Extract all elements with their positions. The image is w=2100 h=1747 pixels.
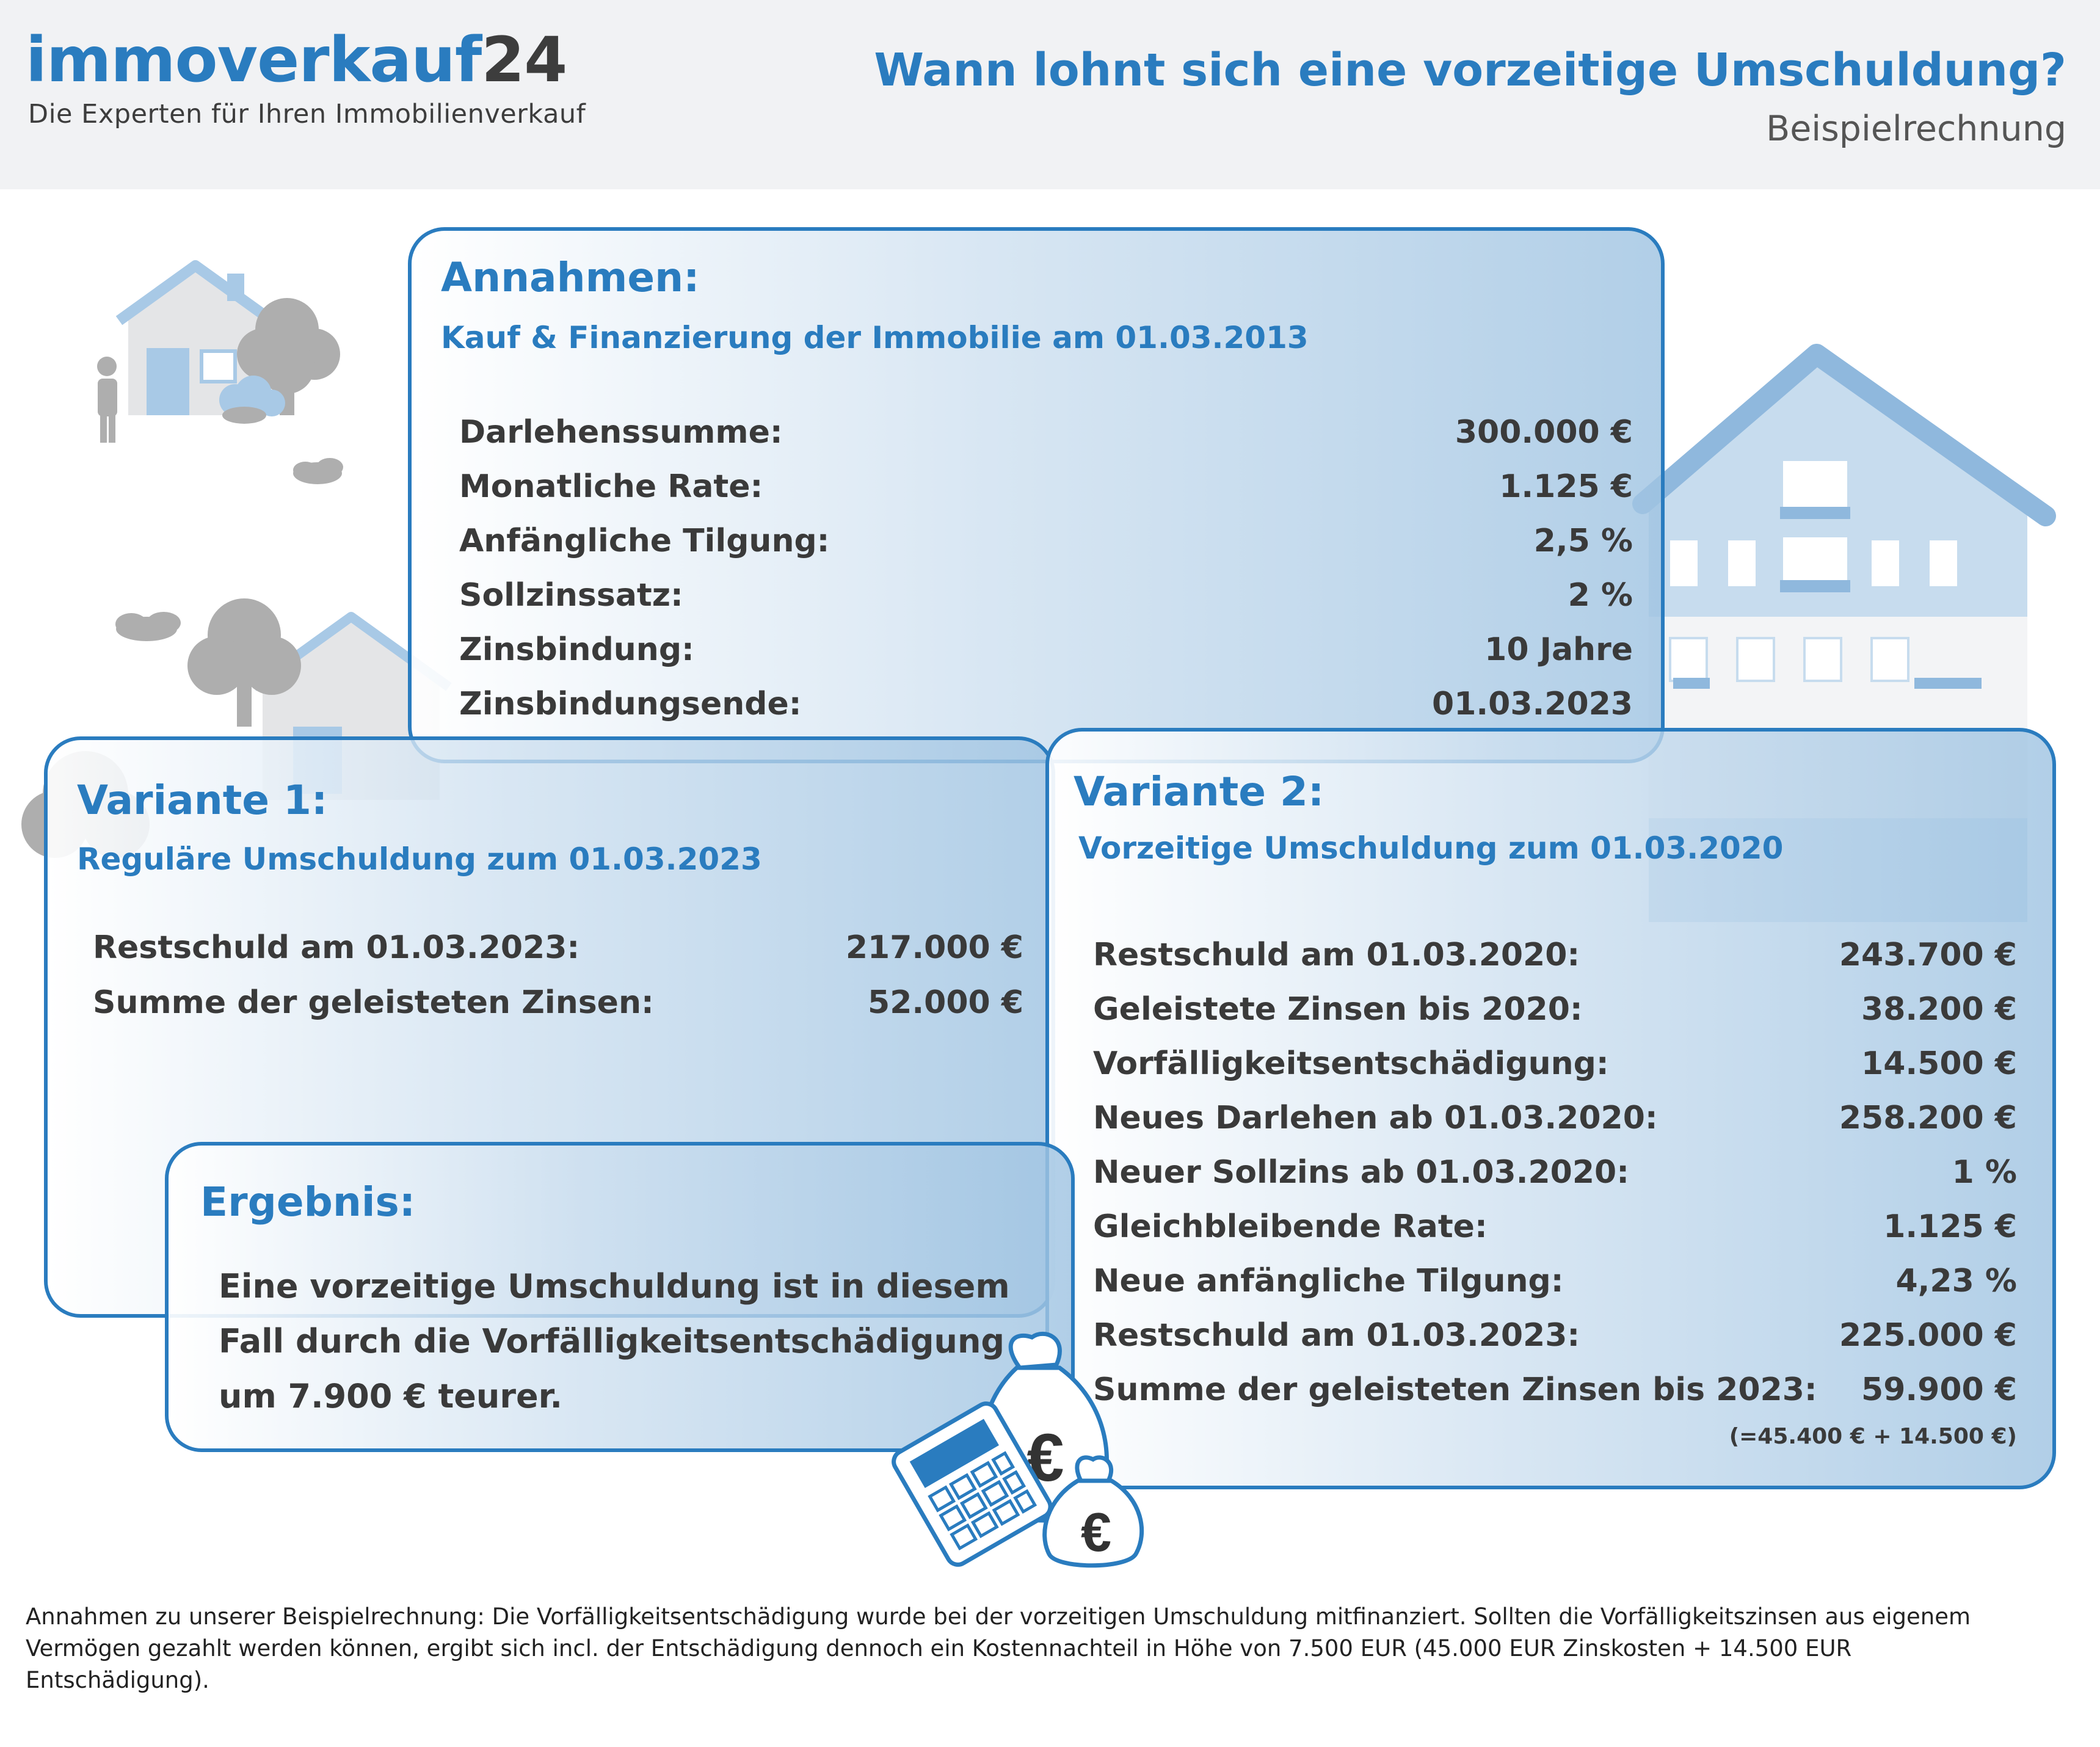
logo-number: 24 [481, 24, 567, 96]
row-value: 1.125 € [1883, 1208, 2017, 1245]
row-label: Neuer Sollzins ab 01.03.2020: [1093, 1154, 1629, 1191]
ergebnis-text: Eine vorzeitige Umschuldung ist in diesem Fall durch die Vorfälligkeitsentschädigung um 7.900 € teurer. [219, 1267, 1010, 1415]
annahmen-subtitle: Kauf & Finanzierung der Immobilie am 01.03.2013 [441, 320, 1309, 355]
page-subtitle: Beispielrechnung [1766, 109, 2066, 149]
variante2-subtitle: Vorzeitige Umschuldung zum 01.03.2020 [1078, 830, 1784, 866]
interest-breakdown-note: (=45.400 € + 14.500 €) [1729, 1424, 2017, 1449]
header-bar [0, 0, 2100, 189]
annahmen-row [459, 414, 1633, 457]
row-label: Summe der geleisteten Zinsen: [93, 984, 654, 1021]
row-label: Restschuld am 01.03.2023: [1093, 1317, 1580, 1354]
variante2-row [1093, 1154, 2017, 1197]
money-illustration [892, 1331, 1148, 1575]
logo-tagline: Die Experten für Ihren Immobilienverkauf [28, 99, 586, 129]
variante2-row [1093, 1317, 2017, 1360]
annahmen-row [459, 523, 1633, 565]
annahmen-row [459, 577, 1633, 620]
row-label: Monatliche Rate: [459, 468, 763, 505]
annahmen-title: Annahmen: [441, 254, 700, 301]
logo-name: immoverkauf [26, 24, 482, 96]
row-label: Vorfälligkeitsentschädigung: [1093, 1045, 1609, 1082]
row-value: 10 Jahre [1484, 631, 1633, 668]
row-value: 1.125 € [1499, 468, 1633, 505]
row-value: 59.900 € [1861, 1371, 2017, 1408]
annahmen-row [459, 631, 1633, 674]
row-label: Geleistete Zinsen bis 2020: [1093, 991, 1583, 1028]
euro-symbol-large: € [1026, 1420, 1064, 1495]
row-label: Neue anfängliche Tilgung: [1093, 1263, 1564, 1299]
footer-note: Annahmen zu unserer Beispielrechnung: Die Vorfälligkeitsentschädigung wurde bei der vorzeitigen Umschuldung mitfinanziert. Sollten die Vorfälligkeitszinsen aus eigenem Vermögen gezahlt werden können, ergibt sich incl. der Entschädigung dennoch ein Kostennachteil in Höhe von 7.500 EUR (45.000 EUR Zinskosten + 14.500 EUR Entschädigung). [26, 1604, 1971, 1693]
variante2-row [1093, 1100, 2017, 1142]
row-label: Summe der geleisteten Zinsen bis 2023: [1093, 1371, 1817, 1408]
variante1-row [93, 929, 1023, 972]
variante2-row [1093, 1208, 2017, 1251]
row-label: Anfängliche Tilgung: [459, 523, 830, 559]
row-label: Gleichbleibende Rate: [1093, 1208, 1488, 1245]
variante2-title: Variante 2: [1074, 768, 1324, 815]
row-value: 217.000 € [845, 929, 1023, 966]
variante2-card [1045, 728, 2056, 1489]
row-value: 14.500 € [1861, 1045, 2017, 1082]
variante2-row [1093, 1263, 2017, 1306]
row-label: Sollzinssatz: [459, 577, 683, 614]
row-value: 1 % [1952, 1154, 2017, 1191]
annahmen-row [459, 686, 1633, 728]
row-value: 258.200 € [1839, 1100, 2017, 1136]
row-value: 01.03.2023 [1432, 686, 1633, 722]
variante2-row [1093, 991, 2017, 1034]
logo[interactable] [26, 24, 567, 96]
variante2-row [1093, 1371, 2017, 1414]
variante1-title: Variante 1: [77, 777, 328, 824]
row-label: Zinsbindungsende: [459, 686, 802, 722]
variante1-subtitle: Reguläre Umschuldung zum 01.03.2023 [77, 841, 762, 877]
page-title: Wann lohnt sich eine vorzeitige Umschuldung? [874, 44, 2066, 96]
row-label: Darlehenssumme: [459, 414, 783, 451]
row-value: 243.700 € [1839, 937, 2017, 973]
variante2-row [1093, 937, 2017, 979]
row-value: 2 % [1568, 577, 1633, 614]
row-value: 4,23 % [1895, 1263, 2017, 1299]
variante1-row [93, 984, 1023, 1027]
annahmen-row [459, 468, 1633, 511]
row-value: 300.000 € [1455, 414, 1633, 451]
annahmen-card [408, 227, 1665, 763]
row-value: 2,5 % [1533, 523, 1633, 559]
row-label: Restschuld am 01.03.2020: [1093, 937, 1580, 973]
row-label: Restschuld am 01.03.2023: [93, 929, 580, 966]
row-value: 225.000 € [1839, 1317, 2017, 1354]
ergebnis-title: Ergebnis: [200, 1179, 416, 1226]
row-value: 52.000 € [868, 984, 1023, 1021]
person-icon [97, 357, 117, 443]
variante2-row [1093, 1045, 2017, 1088]
row-label: Neues Darlehen ab 01.03.2020: [1093, 1100, 1658, 1136]
row-label: Zinsbindung: [459, 631, 694, 668]
euro-symbol-small: € [1080, 1502, 1112, 1563]
row-value: 38.200 € [1861, 991, 2017, 1028]
